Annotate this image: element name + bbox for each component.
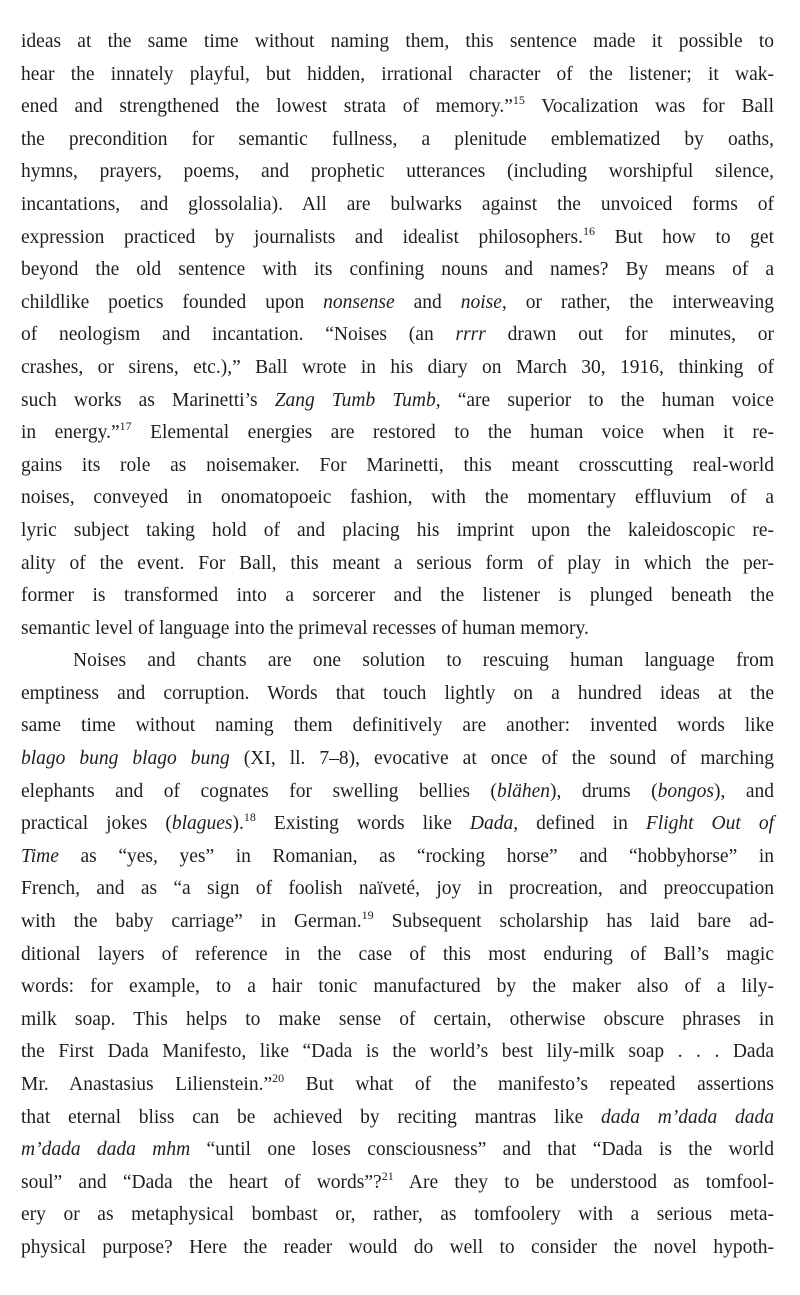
text-run: incantations, and glossolalia). All are bulwarks against the unvoiced forms of [21,193,774,215]
text-line [21,482,774,515]
text-run: emptiness and corruption. Words that touch lightly on a hundred ideas at the [21,682,774,704]
text-line [21,385,774,418]
text-run: ery or as metaphysical bombast or, rather, as tomfoolery with a serious meta- [21,1204,774,1226]
text-run: childlike poetics founded upon [21,291,324,313]
text-line [21,939,774,972]
text-run: expression practiced by journalists and idealist philosophers. [21,226,583,248]
text-run: Elemental energies are restored to the human voice when it re- [131,422,774,444]
text-line [21,808,774,841]
text-run: milk soap. This helps to make sense of certain, otherwise obscure phrases in [21,1008,774,1030]
text-run: and [394,291,461,313]
text-line [21,645,774,678]
text-run: the precondition for semantic fullness, a plenitude emblematized by oaths, [21,128,774,150]
text-run: hymns, prayers, poems, and prophetic utterances (including worshipful silence, [21,161,774,183]
footnote-ref: 17 [119,419,132,434]
text-line [21,1199,774,1232]
text-line [21,548,774,581]
text-run: or rather, the interweaving [506,291,775,313]
text-line [21,124,774,157]
text-line [21,743,774,776]
text-line [21,1167,774,1200]
text-run: Subsequent scholarship has laid bare ad- [373,911,774,933]
text-run: words: for example, to a hair tonic manufactured by the maker also of a lily- [21,976,774,998]
footnote-ref: 19 [361,908,374,923]
paragraph [21,645,774,1264]
text-line [21,1232,774,1265]
text-line [21,352,774,385]
text-run: such works as Marinetti’s [21,389,275,411]
text-run: gains its role as noisemaker. For Marinetti, this meant crosscutting real-world [21,454,774,476]
italic-run: Dada, [469,813,519,835]
text-line [21,710,774,743]
italic-run: m’dada dada mhm [21,1139,191,1161]
text-run: beyond the old sentence with its confining nouns and names? By means of a [21,259,774,281]
footnote-ref: 20 [272,1071,285,1085]
text-line [21,189,774,222]
text-run: Mr. Anastasius Lilienstein.” [21,1074,273,1095]
book-page-body [21,26,774,1265]
text-run: semantic level of language into the primeval recesses of human memory. [21,617,589,639]
text-line [21,91,774,124]
text-line [21,515,774,548]
italic-run: Time [21,845,59,867]
text-run: as “yes, yes” in Romanian, as “rocking horse” and “hobbyhorse” in [58,845,774,867]
text-run: ideas at the same time without naming them, this sentence made it possible to [21,31,774,52]
text-run: the First Dada Manifesto, like “Dada is the world’s best lily-milk soap . . . Dada [21,1041,774,1063]
text-line [21,417,774,450]
text-line [21,580,774,613]
italic-run: bongos [657,780,714,802]
text-line [21,59,774,92]
text-run: of neologism and incantation. “Noises (an [21,324,456,346]
text-line [21,776,774,809]
italic-run: blähen [496,780,551,802]
italic-run: Flight Out of [645,813,774,835]
text-run: ), drums ( [550,780,658,802]
text-run: Vocalization was for Ball [524,96,774,118]
text-run: ened and strengthened the lowest strata of memory.” [21,96,513,118]
italic-run: rrrr [455,324,486,346]
text-run: noises, conveyed in onomatopoeic fashion, with the momentary effluvium of a [21,487,774,509]
text-run: “are superior to the human voice [440,389,774,411]
text-line [21,222,774,255]
text-line [21,1102,774,1135]
text-line [21,1134,774,1167]
text-line [21,319,774,352]
text-line [21,906,774,939]
text-run: that eternal bliss can be achieved by reciting mantras like [21,1106,601,1128]
text-line [21,1069,774,1102]
text-run: ality of the event. For Ball, this meant a serious form of play in which the per- [21,552,774,574]
text-line [21,1036,774,1069]
italic-run: dada m’dada dada [601,1106,775,1128]
text-line [21,971,774,1004]
italic-run: Zang Tumb Tumb, [274,389,441,411]
italic-run: nonsense [323,291,395,313]
text-run: French, and as “a sign of foolish naïveté, joy in procreation, and preoccupation [21,878,774,900]
text-run: crashes, or sirens, etc.),” Ball wrote in his diary on March 30, 1916, thinking of [21,356,774,378]
text-run: Noises and chants are one solution to rescuing human language from [73,650,774,672]
text-run: ditional layers of reference in the case of this most enduring of Ball’s magic [21,943,774,965]
text-line [21,613,774,646]
text-run: ). [232,813,244,835]
footnote-ref: 15 [512,93,525,108]
footnote-ref: 16 [583,223,595,238]
text-run: former is transformed into a sorcerer and the listener is plunged beneath the [21,585,774,607]
italic-run: blago bung blago bung [21,748,230,770]
text-run: in energy.” [21,422,120,444]
text-run: hear the innately playful, but hidden, irrational character of the listener; it wak- [21,63,774,85]
text-run: same time without naming them definitively are another: invented words like [21,715,774,737]
text-run: defined in [518,813,646,835]
text-run: drawn out for minutes, or [485,324,774,346]
text-line [21,1004,774,1037]
text-run: But what of the manifesto’s repeated assertions [284,1074,775,1095]
text-run: physical purpose? Here the reader would do well to consider the novel hypoth- [21,1236,774,1258]
text-run: practical jokes ( [21,813,172,835]
text-line [21,873,774,906]
text-line [21,254,774,287]
text-line [21,287,774,320]
text-line [21,156,774,189]
italic-run: blagues [171,813,233,835]
text-run: “until one loses consciousness” and that “Dada is the world [190,1139,774,1161]
text-run: (XI, ll. 7–8), evocative at once of the sound of marching [229,748,775,770]
text-line [21,841,774,874]
paragraph [21,26,774,645]
text-run: soul” and “Dada the heart of words”? [21,1171,382,1193]
footnote-ref: 18 [243,810,256,825]
text-line [21,26,774,59]
text-run: But how to get [595,226,775,248]
text-run: with the baby carriage” in German. [21,911,362,933]
text-run: Existing words like [255,813,470,835]
italic-run: noise, [460,291,507,313]
text-line [21,678,774,711]
text-run: ), and [713,780,774,802]
text-run: lyric subject taking hold of and placing his imprint upon the kaleidoscopic re- [21,519,774,541]
text-line [21,450,774,483]
footnote-ref: 21 [381,1168,394,1183]
text-run: Are they to be understood as tomfool- [393,1171,774,1193]
text-run: elephants and of cognates for swelling bellies ( [21,780,497,802]
